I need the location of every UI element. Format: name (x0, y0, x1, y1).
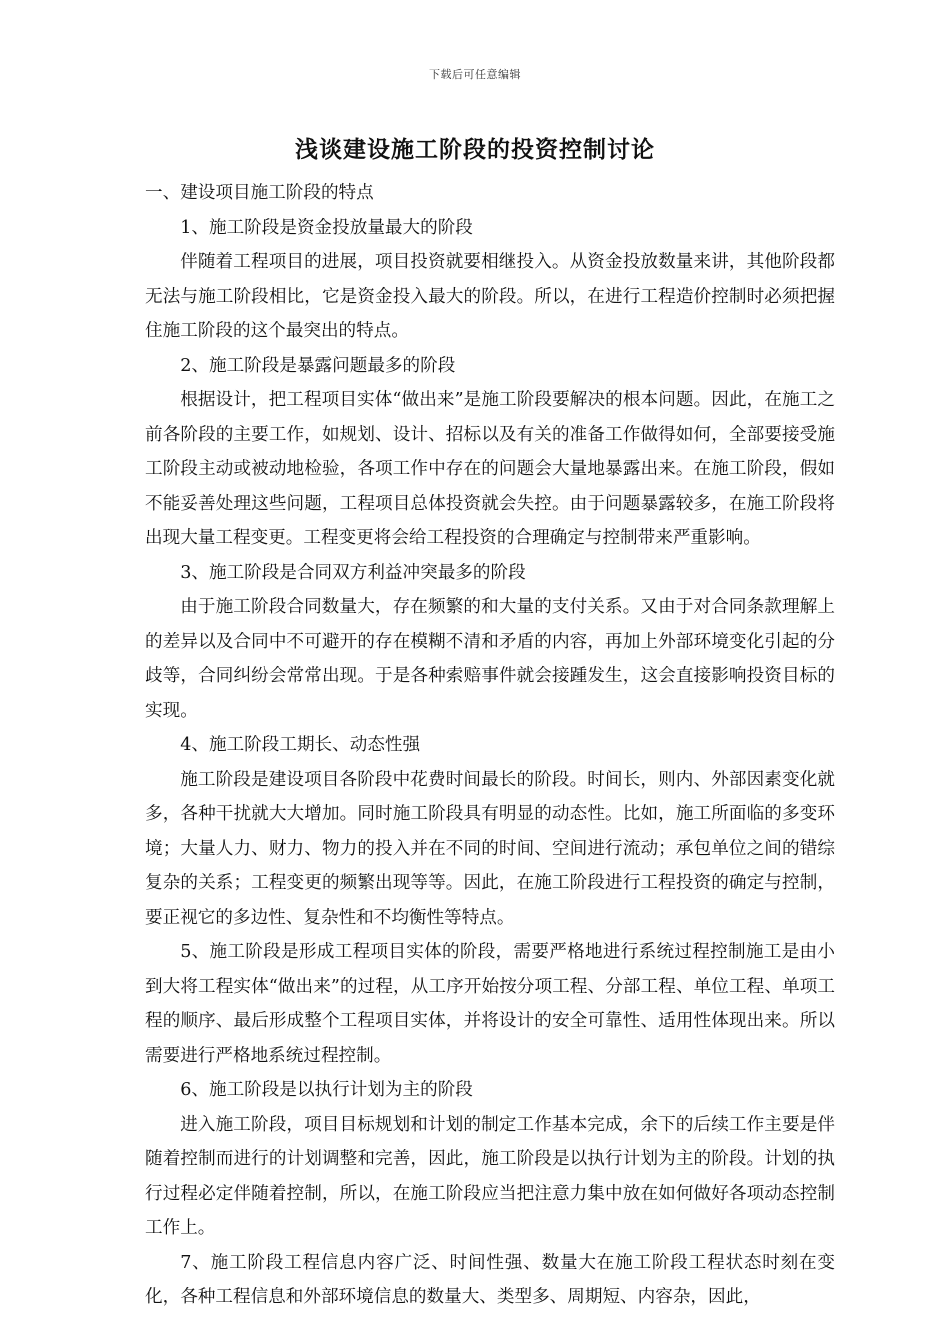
body-paragraph: 进入施工阶段，项目目标规划和计划的制定工作基本完成，余下的后续工作主要是伴随着控制而进行的计划调整和完善，因此，施工阶段是以执行计划为主的阶段。计划的执行过程必定伴随着控制，所以，在施工阶段应当把注意力集中放在如何做好各项动态控制工作上。 (145, 1114, 835, 1238)
body-paragraph: 7、施工阶段工程信息内容广泛、时间性强、数量大在施工阶段工程状态时刻在变化，各种工程信息和外部环境信息的数量大、类型多、周期短、内容杂，因此， (145, 1252, 835, 1307)
body-paragraph: 5、施工阶段是形成工程项目实体的阶段，需要严格地进行系统过程控制施工是由小到大将工程实体“做出来”的过程，从工序开始按分项工程、分部工程、单位工程、单项工程的顺序、最后形成整个工程项目实体，并将设计的安全可靠性、适用性体现出来。所以需要进行严格地系统过程控制。 (145, 942, 835, 1066)
document-title: 浅谈建设施工阶段的投资控制讨论 (295, 136, 655, 163)
sub-heading: 1、施工阶段是资金投放量最大的阶段 (180, 217, 473, 238)
sub-heading: 3、施工阶段是合同双方利益冲突最多的阶段 (180, 562, 526, 583)
document-body (145, 176, 835, 1315)
body-paragraph: 施工阶段是建设项目各阶段中花费时间最长的阶段。时间长，则内、外部因素变化就多，各种干扰就大大增加。同时施工阶段具有明显的动态性。比如，施工所面临的多变环境；大量人力、财力、物力的投入并在不同的时间、空间进行流动；承包单位之间的错综复杂的关系；工程变更的频繁出现等等。因此，在施工阶段进行工程投资的确定与控制，要正视它的多边性、复杂性和不均衡性等特点。 (145, 769, 835, 928)
body-paragraph: 根据设计，把工程项目实体“做出来”是施工阶段要解决的根本问题。因此，在施工之前各阶段的主要工作，如规划、设计、招标以及有关的准备工作做得如何，全部要接受施工阶段主动或被动地检验，各项工作中存在的问题会大量地暴露出来。在施工阶段，假如不能妥善处理这些问题，工程项目总体投资就会失控。由于问题暴露较多，在施工阶段将出现大量工程变更。工程变更将会给工程投资的合理确定与控制带来严重影响。 (145, 390, 835, 548)
header-note: 下载后可任意编辑 (429, 68, 521, 81)
sub-heading: 6、施工阶段是以执行计划为主的阶段 (180, 1080, 473, 1100)
body-paragraph: 伴随着工程项目的进展，项目投资就要相继投入。从资金投放数量来讲，其他阶段都无法与施工阶段相比，它是资金投入最大的阶段。所以，在进行工程造价控制时必须把握住施工阶段的这个最突出的特点。 (145, 252, 835, 341)
section-heading: 一、建设项目施工阶段的特点 (145, 183, 374, 203)
sub-heading: 2、施工阶段是暴露问题最多的阶段 (180, 355, 456, 376)
body-paragraph: 由于施工阶段合同数量大，存在频繁的和大量的支付关系。又由于对合同条款理解上的差异以及合同中不可避开的存在模糊不清和矛盾的内容，再加上外部环境变化引起的分歧等，合同纠纷会常常出现。于是各种索赔事件就会接踵发生，这会直接影响投资目标的实现。 (145, 597, 835, 721)
sub-heading: 4、施工阶段工期长、动态性强 (180, 735, 421, 755)
